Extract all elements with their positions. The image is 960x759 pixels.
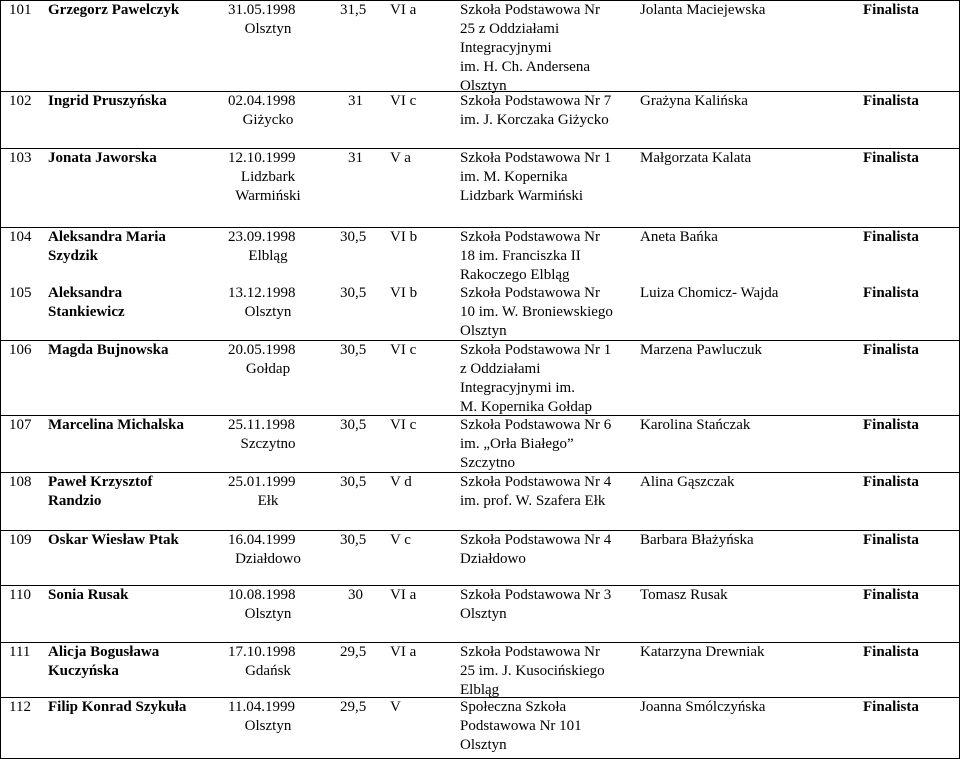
school-line: im. prof. W. Szafera Ełk: [460, 493, 606, 509]
school-line: im. J. Korczaka Giżycko: [460, 112, 609, 128]
school-line: Olsztyn: [460, 737, 507, 753]
school: [460, 1, 638, 96]
school-line: 18 im. Franciszka II: [460, 248, 581, 264]
student-name-line: Aleksandra Maria: [48, 229, 166, 245]
school-line: 10 im. W. Broniewskiego: [460, 304, 613, 320]
birth-place: [218, 247, 318, 266]
row-number: 104: [9, 229, 32, 245]
school-line: im. „Orła Białego”: [460, 436, 574, 452]
teacher: Joanna Smólczyńska: [640, 699, 766, 715]
birth-date: 10.08.1998: [228, 587, 296, 603]
teacher: Barbara Błażyńska: [640, 532, 754, 548]
row-number: 101: [9, 2, 32, 18]
row-number: 105: [9, 285, 32, 301]
teacher: Grażyna Kalińska: [640, 93, 748, 109]
class: VI c: [390, 417, 417, 433]
school-line: Działdowo: [460, 551, 526, 567]
result: Finalista: [863, 474, 919, 490]
points: 30,5: [340, 342, 367, 358]
school: [460, 416, 638, 473]
class: V a: [390, 150, 411, 166]
school-line: Olsztyn: [460, 78, 507, 94]
result: Finalista: [863, 150, 919, 166]
birth-place-line: Giżycko: [242, 112, 294, 128]
teacher: Katarzyna Drewniak: [640, 644, 765, 660]
class: VI b: [390, 285, 418, 301]
result: Finalista: [863, 417, 919, 433]
school: [460, 149, 638, 206]
birth-date: 13.12.1998: [228, 285, 296, 301]
birth-place: [218, 492, 318, 511]
points: 30,5: [340, 474, 367, 490]
student-name-line: Jonata Jaworska: [48, 150, 157, 166]
class: V c: [390, 532, 411, 548]
row-number: 108: [9, 474, 32, 490]
school-line: Elbląg: [460, 682, 500, 698]
school-line: Społeczna Szkoła: [460, 699, 567, 715]
result: Finalista: [863, 587, 919, 603]
school-line: Szkoła Podstawowa Nr: [460, 229, 600, 245]
student-name: [48, 228, 226, 266]
birth-place: [218, 303, 318, 322]
teacher: Alina Gąszczak: [640, 474, 735, 490]
school-line: 25 z Oddziałami: [460, 21, 560, 37]
birth-place-line: Ełk: [257, 493, 279, 509]
student-name: [48, 473, 226, 511]
points: 30,5: [340, 417, 367, 433]
school-line: Olsztyn: [460, 323, 507, 339]
school-line: Podstawowa Nr 101: [460, 718, 582, 734]
birth-place-line: Gołdap: [245, 361, 291, 377]
school: [460, 698, 638, 755]
class: V d: [390, 474, 412, 490]
school-line: Szkoła Podstawowa Nr 3: [460, 587, 612, 603]
birth-place-line: Lidzbark: [240, 169, 296, 185]
school-line: Szkoła Podstawowa Nr: [460, 285, 600, 301]
birth-place: [218, 717, 318, 736]
result: Finalista: [863, 342, 919, 358]
student-name-line: Szydzik: [48, 248, 99, 264]
student-name: [48, 284, 226, 322]
school: [460, 92, 638, 130]
table-border: [0, 0, 1, 759]
birth-date: 23.09.1998: [228, 229, 296, 245]
birth-place: [218, 662, 318, 681]
birth-place: [218, 111, 318, 130]
points: 31: [348, 150, 363, 166]
birth-place-line: Olsztyn: [244, 606, 292, 622]
birth-date: 11.04.1999: [228, 699, 295, 715]
row-number: 106: [9, 342, 32, 358]
school-line: M. Kopernika Gołdap: [460, 399, 593, 415]
school: [460, 531, 638, 569]
teacher: Tomasz Rusak: [640, 587, 728, 603]
class: VI b: [390, 229, 418, 245]
school: [460, 586, 638, 624]
row-number: 109: [9, 532, 32, 548]
result: Finalista: [863, 93, 919, 109]
student-name-line: Aleksandra: [48, 285, 123, 301]
points: 30,5: [340, 532, 367, 548]
class: VI a: [390, 2, 417, 18]
points: 29,5: [340, 699, 367, 715]
points: 29,5: [340, 644, 367, 660]
student-name: [48, 586, 226, 605]
row-number: 112: [9, 699, 31, 715]
student-name-line: Stankiewicz: [48, 304, 125, 320]
result: Finalista: [863, 229, 919, 245]
class: VI c: [390, 93, 417, 109]
teacher: Jolanta Maciejewska: [640, 2, 766, 18]
row-number: 107: [9, 417, 32, 433]
school-line: Szkoła Podstawowa Nr 4: [460, 474, 612, 490]
points: 30,5: [340, 285, 367, 301]
student-name: [48, 1, 226, 20]
school-line: Szkoła Podstawowa Nr 6: [460, 417, 612, 433]
points: 30: [348, 587, 363, 603]
student-name: [48, 698, 226, 717]
birth-place-line: Elbląg: [248, 248, 288, 264]
class: VI c: [390, 342, 417, 358]
points: 31: [348, 93, 363, 109]
school-line: im. M. Kopernika: [460, 169, 568, 185]
school-line: im. H. Ch. Andersena: [460, 59, 590, 75]
birth-place: [218, 605, 318, 624]
student-name: [48, 341, 226, 360]
student-name: [48, 643, 226, 681]
class: VI a: [390, 644, 417, 660]
row-number: 111: [9, 644, 31, 660]
result: Finalista: [863, 532, 919, 548]
birth-place: [218, 435, 318, 454]
school-line: Olsztyn: [460, 606, 507, 622]
school-line: Rakoczego Elbląg: [460, 267, 570, 283]
school-line: z Oddziałami: [460, 361, 541, 377]
school-line: Szkoła Podstawowa Nr 4: [460, 532, 612, 548]
student-name: [48, 149, 226, 168]
student-name-line: Oskar Wiesław Ptak: [48, 532, 179, 548]
points: 31,5: [340, 2, 367, 18]
birth-place: [218, 20, 318, 39]
result: Finalista: [863, 699, 919, 715]
school: [460, 643, 638, 700]
birth-date: 31.05.1998: [228, 2, 296, 18]
school-line: Lidzbark Warmiński: [460, 188, 584, 204]
birth-date: 17.10.1998: [228, 644, 296, 660]
student-name-line: Filip Konrad Szykuła: [48, 699, 187, 715]
teacher: Luiza Chomicz- Wajda: [640, 285, 779, 301]
student-name: [48, 416, 226, 435]
birth-place-line: Warmiński: [235, 188, 301, 204]
school-line: Szkoła Podstawowa Nr 1: [460, 342, 612, 358]
birth-place-line: Szczytno: [240, 436, 296, 452]
student-name: [48, 531, 226, 550]
birth-place-line: Olsztyn: [244, 21, 292, 37]
birth-place-line: Działdowo: [235, 551, 301, 567]
student-name-line: Magda Bujnowska: [48, 342, 169, 358]
row-number: 103: [9, 150, 32, 166]
school: [460, 228, 638, 285]
birth-date: 02.04.1998: [228, 93, 296, 109]
school-line: Szkoła Podstawowa Nr 1: [460, 150, 612, 166]
class: V: [390, 699, 401, 715]
birth-date: 25.11.1998: [228, 417, 295, 433]
birth-date: 16.04.1999: [228, 532, 296, 548]
school: [460, 341, 638, 417]
school-line: Szkoła Podstawowa Nr 7: [460, 93, 612, 109]
birth-place: [218, 360, 318, 379]
school-line: Szczytno: [460, 455, 515, 471]
birth-place: [218, 550, 318, 569]
student-name-line: Alicja Bogusława: [48, 644, 160, 660]
birth-place-line: Olsztyn: [244, 718, 292, 734]
school-line: Szkoła Podstawowa Nr: [460, 644, 600, 660]
class: VI a: [390, 587, 417, 603]
birth-date: 20.05.1998: [228, 342, 296, 358]
student-name-line: Sonia Rusak: [48, 587, 129, 603]
birth-place-line: Gdańsk: [245, 663, 291, 679]
birth-place-line: Olsztyn: [244, 304, 292, 320]
row-number: 110: [9, 587, 31, 603]
school-line: Szkoła Podstawowa Nr: [460, 2, 600, 18]
result: Finalista: [863, 2, 919, 18]
school-line: Integracyjnymi im.: [460, 380, 575, 396]
student-name-line: Kuczyńska: [48, 663, 119, 679]
student-name: [48, 92, 226, 111]
birth-date: 12.10.1999: [228, 150, 296, 166]
school-line: Integracyjnymi: [460, 40, 552, 56]
school-line: 25 im. J. Kusocińskiego: [460, 663, 605, 679]
student-name-line: Ingrid Pruszyńska: [48, 93, 167, 109]
teacher: Karolina Stańczak: [640, 417, 751, 433]
birth-date: 25.01.1999: [228, 474, 296, 490]
result: Finalista: [863, 285, 919, 301]
student-name-line: Grzegorz Pawelczyk: [48, 2, 180, 18]
row-number: 102: [9, 93, 32, 109]
student-name-line: Marcelina Michalska: [48, 417, 184, 433]
birth-place: [218, 168, 318, 206]
teacher: Marzena Pawluczuk: [640, 342, 763, 358]
school: [460, 473, 638, 511]
school: [460, 284, 638, 341]
points: 30,5: [340, 229, 367, 245]
teacher: Małgorzata Kalata: [640, 150, 752, 166]
student-name-line: Paweł Krzysztof: [48, 474, 153, 490]
teacher: Aneta Bańka: [640, 229, 718, 245]
student-name-line: Randzio: [48, 493, 102, 509]
result: Finalista: [863, 644, 919, 660]
